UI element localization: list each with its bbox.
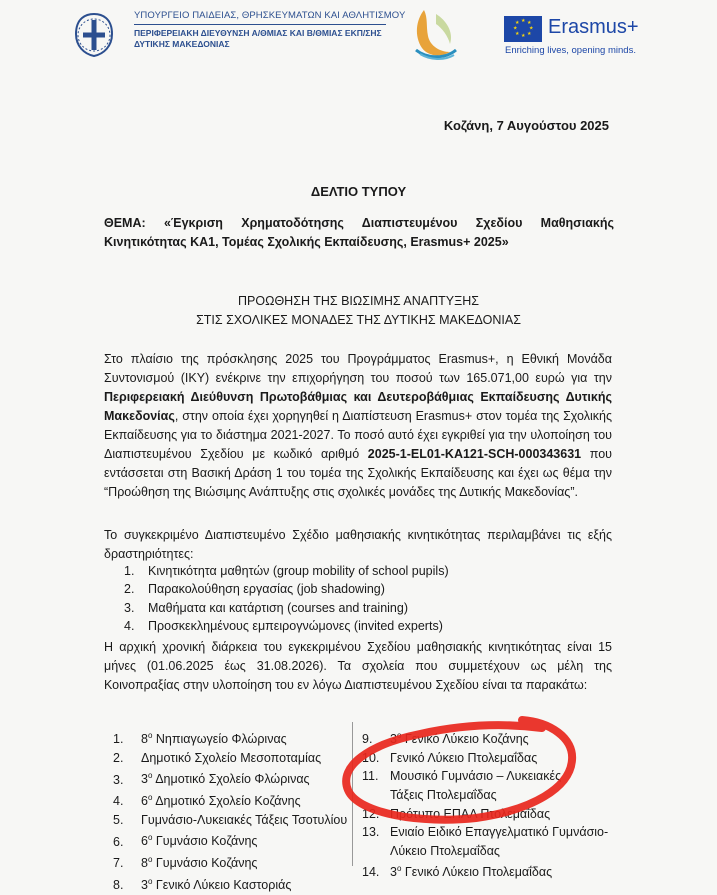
- school-item: [362, 727, 622, 749]
- svg-text:★: ★: [527, 31, 532, 37]
- school-name: Γενικό Λύκειο Πτολεμαΐδας: [390, 750, 538, 765]
- school-name: Δημοτικό Σχολείο Κοζάνης: [152, 794, 301, 809]
- directorate-line-2: ΔΥΤΙΚΗΣ ΜΑΚΕΔΟΝΙΑΣ: [134, 39, 230, 49]
- school-ordinal: 6: [141, 834, 148, 849]
- school-ordinal: 3: [141, 878, 148, 893]
- activity-text: Μαθήματα και κατάρτιση (courses and training): [148, 600, 408, 615]
- duration-paragraph: Η αρχική χρονική διάρκεια του εγκεκριμένου Σχεδίου μαθησιακής κινητικότητας είναι 15 μήνες (01.06.2025 έως 31.08.2026). Τα σχολεία που συμμετέχουν ως μέλη της Κοινοπραξίας στην υλοποίηση του εν λόγω Διαπιστευμένου Σχεδίου είναι τα παρακάτω:: [104, 640, 612, 692]
- school-name: Γενικό Λύκειο Κοζάνης: [401, 732, 529, 747]
- directorate-line-1: ΠΕΡΙΦΕΡΕΙΑΚΗ ΔΙΕΥΘΥΝΣΗ Α/ΘΜΙΑΣ ΚΑΙ Β/ΘΜΙΑΣ ΕΚΠ/ΣΗΣ: [134, 28, 382, 38]
- section-heading-line-1: ΠΡΟΩΘΗΣΗ ΤΗΣ ΒΙΩΣΙΜΗΣ ΑΝΑΠΤΥΞΗΣ: [238, 294, 479, 308]
- school-item: [113, 727, 349, 749]
- school-item: [362, 805, 622, 824]
- school-ordinal-suffix: ο: [147, 855, 153, 865]
- school-item: [362, 823, 622, 842]
- activity-text: Προσκεκλημένους εμπειρογνώμονες (invited experts): [148, 619, 443, 634]
- eu-flag-icon: [504, 16, 542, 42]
- school-name: Γυμνάσιο-Λυκειακές Τάξεις Τσοτυλίου: [141, 812, 348, 827]
- school-name: Γυμνάσιο Κοζάνης: [152, 856, 258, 871]
- school-ordinal-suffix: ο: [147, 833, 153, 843]
- school-number: 9.: [362, 732, 373, 747]
- school-number: 3.: [113, 772, 124, 787]
- school-item: [113, 829, 349, 851]
- school-number: 12.: [362, 806, 380, 821]
- activity-item: [124, 599, 544, 617]
- section-heading-line-2: ΣΤΙΣ ΣΧΟΛΙΚΕΣ ΜΟΝΑΔΕΣ ΤΗΣ ΔΥΤΙΚΗΣ ΜΑΚΕΔΟΝΙΑΣ: [196, 313, 521, 327]
- intro-bold-directorate: Περιφερειακή Διεύθυνση Πρωτοβάθμιας και Δευτεροβάθμιας Εκπαίδευσης Δυτικής Μακεδονίας: [104, 390, 612, 423]
- place-and-date: Κοζάνη, 7 Αυγούστου 2025: [443, 118, 609, 133]
- erasmus-tagline: Enriching lives, opening minds.: [505, 45, 636, 56]
- activity-number: 3.: [124, 600, 135, 615]
- intro-text-1: Στο πλαίσιο της πρόσκλησης 2025 του Προγράμματος Erasmus+, η Εθνική Μονάδα Συντονισμού (ΙΚΥ) ενέκρινε την επιχορήγηση του ποσού των 165.071,00 ευρώ για την: [104, 352, 612, 385]
- intro-paragraph: [104, 350, 612, 502]
- school-ordinal: 3: [390, 732, 397, 747]
- subject-line: ΘΕΜΑ: «Έγκριση Χρηματοδότησης Διαπιστευμένου Σχεδίου Μαθησιακής Κινητικότητας ΚΑ1, Τομέας Σχολικής Εκπαίδευσης, Erasmus+ 2025»: [104, 216, 614, 249]
- school-item: [113, 873, 349, 895]
- school-name: Γενικό Λύκειο Πτολεμαΐδας: [401, 865, 553, 880]
- school-ordinal-suffix: ο: [147, 731, 153, 740]
- intro-text-2: , στην οποία έχει χορηγηθεί η Διαπίστευση Erasmus+ στον τομέα της Σχολικής Εκπαίδευσης για το διάστημα 2021-2027. Το ποσό αυτό έχει εγκριθεί για την υλοποίηση του Διαπιστευμένου Σχεδίου με κωδικό αριθμό: [104, 409, 612, 461]
- greek-coat-of-arms-logo: [72, 12, 116, 58]
- activity-number: 1.: [124, 564, 135, 578]
- ministry-name: ΥΠΟΥΡΓΕΙΟ ΠΑΙΔΕΙΑΣ, ΘΡΗΣΚΕΥΜΑΤΩΝ ΚΑΙ ΑΘΛΗΤΙΣΜΟΥ: [134, 10, 406, 21]
- activity-item: [124, 617, 544, 635]
- school-item: [113, 789, 349, 811]
- school-ordinal-suffix: ο: [147, 771, 153, 781]
- activity-text: Παρακολούθηση εργασίας (job shadowing): [148, 582, 385, 597]
- header-divider: [134, 24, 386, 25]
- school-item: [113, 749, 349, 768]
- activity-item: [124, 580, 544, 598]
- school-name: Γυμνάσιο Κοζάνης: [152, 834, 258, 849]
- activity-item: [124, 562, 544, 580]
- school-ordinal-suffix: ο: [147, 876, 153, 886]
- activity-text: Κινητικότητα μαθητών (group mobility of school pupils): [148, 564, 449, 578]
- school-item: [113, 767, 349, 789]
- school-item: [362, 767, 622, 786]
- school-ordinal: 3: [390, 865, 397, 880]
- school-item-continuation: Λύκειο Πτολεμαΐδας: [390, 843, 500, 858]
- school-ordinal: 6: [141, 794, 148, 809]
- school-number: 1.: [113, 732, 124, 747]
- school-number: 6.: [113, 834, 124, 849]
- school-ordinal-suffix: ο: [147, 793, 153, 803]
- document-title: ΔΕΛΤΙΟ ΤΥΠΟΥ: [310, 184, 407, 199]
- svg-text:★: ★: [527, 20, 532, 26]
- activity-number: 2.: [124, 582, 135, 597]
- school-number: 2.: [113, 750, 124, 765]
- school-item: [113, 811, 349, 830]
- school-number: 11.: [362, 769, 379, 784]
- school-ordinal: 8: [141, 732, 148, 747]
- activities-list: [124, 562, 544, 636]
- section-heading: [0, 292, 717, 330]
- svg-text:★: ★: [521, 33, 526, 39]
- svg-text:★: ★: [521, 18, 526, 24]
- school-name: Γενικό Λύκειο Καστοριάς: [152, 878, 292, 893]
- school-number: 10.: [362, 750, 380, 765]
- svg-text:★: ★: [529, 25, 534, 32]
- school-number: 7.: [113, 856, 124, 871]
- school-name: Δημοτικό Σχολείο Μεσοποταμίας: [141, 750, 322, 765]
- ministry-header: [134, 10, 404, 50]
- school-number: 14.: [362, 865, 380, 880]
- schools-list-left: [113, 727, 349, 895]
- west-macedonia-directorate-logo: [410, 6, 462, 62]
- school-item: [362, 749, 622, 768]
- intro-text-3: που εντάσσεται στη Βασική Δράση 1 του τομέα της Σχολικής Εκπαίδευσης και έχει ως θέμα την “Προώθηση της Βιώσιμης Ανάπτυξης στις σχολικές μονάδες της Δυτικής Μακεδονίας”.: [104, 447, 612, 499]
- school-ordinal-suffix: ο: [396, 731, 402, 740]
- school-item: [362, 860, 622, 882]
- school-number: 5.: [113, 812, 124, 827]
- school-ordinal: 3: [141, 772, 148, 787]
- school-ordinal: 8: [141, 856, 148, 871]
- school-name: Δημοτικό Σχολείο Φλώρινας: [152, 772, 310, 787]
- school-name: Πρότυπο ΕΠΑΛ Πτολεμαΐδας: [390, 806, 551, 821]
- schools-list-right: [362, 727, 622, 882]
- school-item: [113, 851, 349, 873]
- column-divider: [352, 722, 353, 866]
- school-number: 8.: [113, 878, 124, 893]
- erasmus-plus-logo-text: Erasmus+: [548, 16, 639, 38]
- svg-text:★: ★: [513, 25, 518, 32]
- activities-intro-paragraph: Το συγκεκριμένο Διαπιστευμένο Σχέδιο μαθησιακής κινητικότητας περιλαμβάνει τις εξής δραστηριότητες:: [104, 528, 612, 561]
- svg-text:★: ★: [515, 20, 520, 26]
- school-name: Μουσικό Γυμνάσιο – Λυκειακές: [390, 769, 562, 784]
- school-name: Ενιαίο Ειδικό Επαγγελματικό Γυμνάσιο-: [390, 825, 609, 840]
- school-name: Νηπιαγωγείο Φλώρινας: [152, 732, 287, 747]
- school-item-continuation: Τάξεις Πτολεμαΐδας: [390, 787, 497, 802]
- school-ordinal-suffix: ο: [396, 864, 402, 874]
- school-number: 13.: [362, 825, 380, 840]
- svg-text:★: ★: [515, 31, 520, 37]
- intro-bold-project-code: 2025-1-EL01-KA121-SCH-000343631: [367, 447, 582, 461]
- activity-number: 4.: [124, 619, 135, 634]
- school-number: 4.: [113, 794, 124, 809]
